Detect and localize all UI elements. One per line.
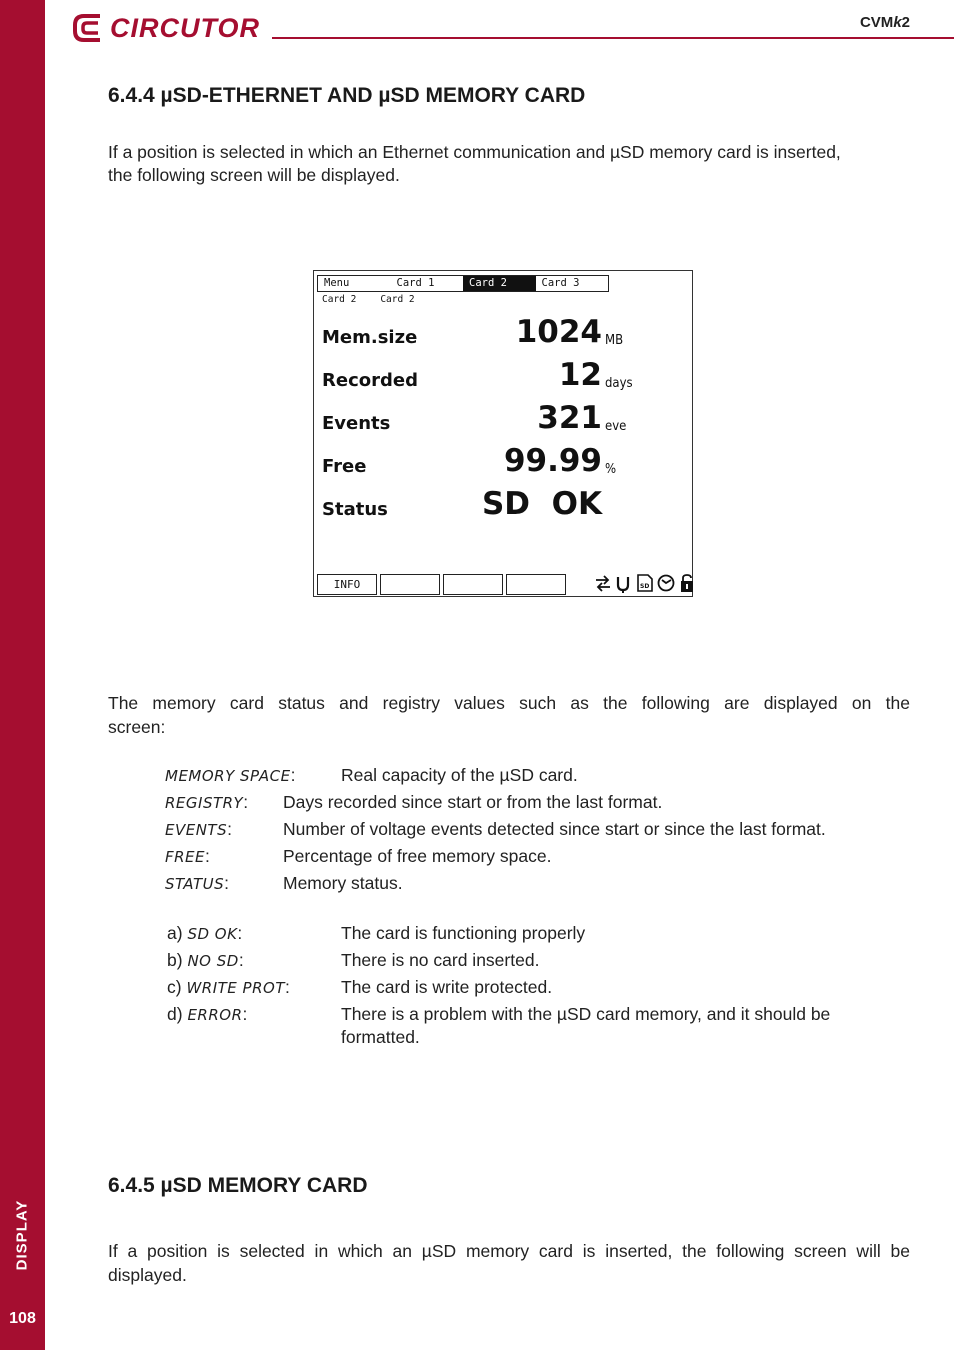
status-intro-line1: The memory card status and registry values such as the following are displayed on the <box>108 693 910 713</box>
header-rule <box>272 37 954 39</box>
option-term: SD OK <box>187 925 238 943</box>
option-desc: The card is functioning properly <box>341 923 586 943</box>
row-unit: eve <box>605 419 627 434</box>
option-desc: There is no card inserted. <box>341 950 540 970</box>
ethernet-arrows-icon <box>593 572 613 594</box>
lock-icon <box>677 572 697 594</box>
row-value: 99.99 <box>503 443 602 479</box>
option-term: WRITE PROT <box>186 979 285 997</box>
option-term: ERROR <box>187 1006 243 1024</box>
tab-menu[interactable]: Menu <box>324 277 350 289</box>
row-recorded <box>322 355 682 391</box>
row-status <box>322 484 682 520</box>
definition-term: MEMORY SPACE <box>165 767 291 785</box>
row-label: Free <box>322 456 367 477</box>
svg-text:SD: SD <box>640 583 650 590</box>
row-free <box>322 441 682 477</box>
model-label: CVMk2 <box>859 14 910 31</box>
option-desc: There is a problem with the µSD card memory, and it should be <box>341 1004 831 1024</box>
function-key-2[interactable] <box>380 574 440 595</box>
circutor-logo-icon <box>70 10 106 46</box>
section2-intro-line1: If a position is selected in which an µSD memory card is inserted, the following screen will be <box>108 1241 910 1261</box>
row-label: Events <box>322 413 391 434</box>
option-prefix: d) <box>167 1004 183 1024</box>
section-side-label: DISPLAY <box>13 1199 31 1271</box>
definition-term: FREE <box>165 848 206 866</box>
side-bar <box>0 0 45 1350</box>
row-events <box>322 398 682 434</box>
row-mem-size <box>322 312 682 348</box>
function-key-3[interactable] <box>443 574 503 595</box>
definition-item: MEMORY SPACE: Real capacity of the µSD card. <box>165 765 578 785</box>
status-option: a) SD OK: The card is functioning properly <box>167 923 586 943</box>
option-term: NO SD <box>187 952 239 970</box>
page-number: 108 <box>9 1310 36 1327</box>
row-value: 1024 <box>515 314 602 350</box>
option-prefix: c) <box>167 977 182 997</box>
subtab-item: Card 2 <box>322 294 357 305</box>
function-key-4[interactable] <box>506 574 566 595</box>
section1-intro-line1: If a position is selected in which an Ethernet communication and µSD memory card is inserted, <box>108 142 841 162</box>
screen-subtabs <box>322 294 415 305</box>
info-button[interactable]: INFO <box>317 574 377 595</box>
definition-term: EVENTS <box>165 821 228 839</box>
function-keys <box>317 574 566 595</box>
definition-item: FREE: Percentage of free memory space. <box>165 846 552 866</box>
brand-logo <box>70 10 260 46</box>
definition-term: STATUS <box>165 875 225 893</box>
row-unit: days <box>605 376 633 391</box>
row-label: Status <box>322 499 388 520</box>
section-title-ethernet-sd: 6.4.4 µSD-ETHERNET AND µSD MEMORY CARD <box>108 84 586 107</box>
row-label: Recorded <box>322 370 418 391</box>
section-title-sd-memory: 6.4.5 µSD MEMORY CARD <box>108 1174 368 1197</box>
status-option: b) NO SD: There is no card inserted. <box>167 950 540 970</box>
section1-intro-line2: the following screen will be displayed. <box>108 165 400 185</box>
status-option: c) WRITE PROT: The card is write protected. <box>167 977 553 997</box>
usb-icon <box>614 572 634 594</box>
clock-icon <box>656 572 676 594</box>
subtab-item: Card 2 <box>380 294 415 305</box>
definition-desc: Number of voltage events detected since start or since the last format. <box>283 819 826 839</box>
status-option: d) ERROR: There is a problem with the µSD card memory, and it should be <box>167 1004 831 1024</box>
row-label: Mem.size <box>322 327 418 348</box>
row-value: 321 <box>537 400 602 436</box>
definition-item: STATUS: Memory status. <box>165 873 403 893</box>
definition-item: EVENTS: Number of voltage events detected since start or since the last format. <box>165 819 826 839</box>
row-value: 12 <box>558 357 602 393</box>
screen-tab-bar <box>317 275 609 292</box>
brand-name: CIRCUTOR <box>110 12 261 43</box>
definition-desc: Days recorded since start or from the last format. <box>283 792 663 812</box>
device-screen <box>313 270 693 597</box>
option-prefix: b) <box>167 950 183 970</box>
status-icons <box>593 572 697 594</box>
row-unit: MB <box>605 333 624 348</box>
definition-desc: Memory status. <box>283 873 403 893</box>
definition-item: REGISTRY: Days recorded since start or from the last format. <box>165 792 663 812</box>
tab-card-1[interactable]: Card 1 <box>396 277 435 289</box>
status-intro-line2: screen: <box>108 717 166 737</box>
option-desc-continued: formatted. <box>341 1027 420 1047</box>
definition-desc: Percentage of free memory space. <box>283 846 552 866</box>
definition-term: REGISTRY <box>165 794 244 812</box>
option-prefix: a) <box>167 923 183 943</box>
tab-card-3[interactable]: Card 3 <box>541 277 580 289</box>
sd-card-icon <box>635 572 655 594</box>
section2-intro-line2: displayed. <box>108 1265 187 1285</box>
status-option-continuation <box>167 1027 912 1051</box>
definition-desc: Real capacity of the µSD card. <box>341 765 578 785</box>
tab-card-2[interactable]: Card 2 <box>463 276 536 291</box>
row-unit: % <box>605 462 617 477</box>
option-desc: The card is write protected. <box>341 977 553 997</box>
row-value: SD OK <box>481 486 602 522</box>
